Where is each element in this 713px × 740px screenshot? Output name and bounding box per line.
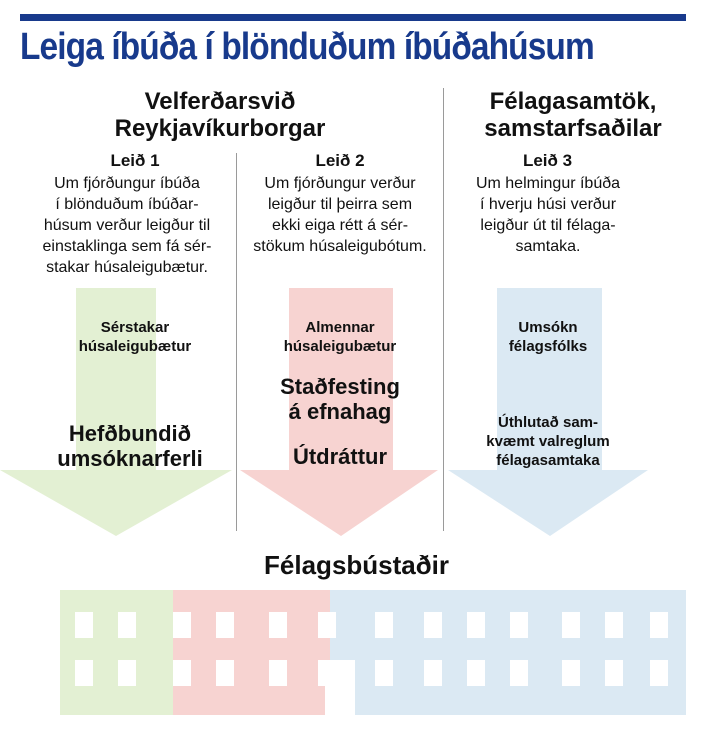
leid-3-description: Um helmingur íbúða í hverju húsi verður leigður út til félaga- samtaka. (475, 175, 621, 255)
leid-2-label: Leið 2 (315, 151, 365, 170)
leid-2-description: Um fjórðungur verður leigður til þeirra sem ekki eiga rétt á sér- stökum húsaleigubótum. (253, 175, 427, 255)
building-window (605, 660, 623, 686)
building-window (424, 612, 442, 638)
building-window (75, 612, 93, 638)
arrow-3-label-bottom: Úthlutað sam- kvæmt valreglum félagasamtaka (486, 414, 610, 469)
building-segment-blue (330, 590, 686, 715)
leid-1-description: Um fjórðungur íbúða í blönduðum íbúðar- húsum verður leigður til einstaklinga sem fá sér- stakar húsaleigubætur. (42, 175, 212, 276)
building-door (325, 660, 355, 715)
building-window (318, 612, 336, 638)
building-graphic (60, 590, 686, 715)
arrow-3-label-top: Umsókn félagsfólks (508, 319, 588, 355)
building-window (562, 660, 580, 686)
building-window (510, 660, 528, 686)
building-segment-red (173, 590, 330, 715)
building-window (562, 612, 580, 638)
page-title: Leiga íbúða í blönduðum íbúðahúsum (20, 26, 594, 68)
arrow-2-label-bottom: Útdráttur (292, 444, 388, 469)
arrow-2-label-mid: Staðfesting á efnahag (280, 374, 400, 424)
building-window (269, 660, 287, 686)
building-window (650, 612, 668, 638)
arrow-2-label-top: Almennar húsaleigubætur (283, 319, 397, 355)
building-window (173, 660, 191, 686)
building-window (650, 660, 668, 686)
building-window (510, 612, 528, 638)
arrow-1-label-bottom: Hefðbundið umsóknarferli (57, 421, 203, 471)
building-window (118, 612, 136, 638)
building-segment-green (60, 590, 173, 715)
leid-1-label: Leið 1 (110, 151, 160, 170)
arrow-1-label-top: Sérstakar húsaleigubætur (78, 319, 192, 355)
building-window (467, 612, 485, 638)
building-window (75, 660, 93, 686)
felagsbustadir-title: Félagsbústaðir (264, 550, 449, 580)
heading-velferdarsvid: Velferðarsvið Reykjavíkurborgar (114, 88, 326, 142)
building-window (216, 660, 234, 686)
building-window (375, 660, 393, 686)
leid-3-label: Leið 3 (522, 151, 573, 170)
building-window (216, 612, 234, 638)
building-window (118, 660, 136, 686)
building-window (375, 612, 393, 638)
building-window (173, 612, 191, 638)
building-window (424, 660, 442, 686)
building-window (269, 612, 287, 638)
building-window (605, 612, 623, 638)
building-window (467, 660, 485, 686)
heading-felagasamtok: Félagasamtök, samstarfsaðilar (484, 88, 662, 142)
